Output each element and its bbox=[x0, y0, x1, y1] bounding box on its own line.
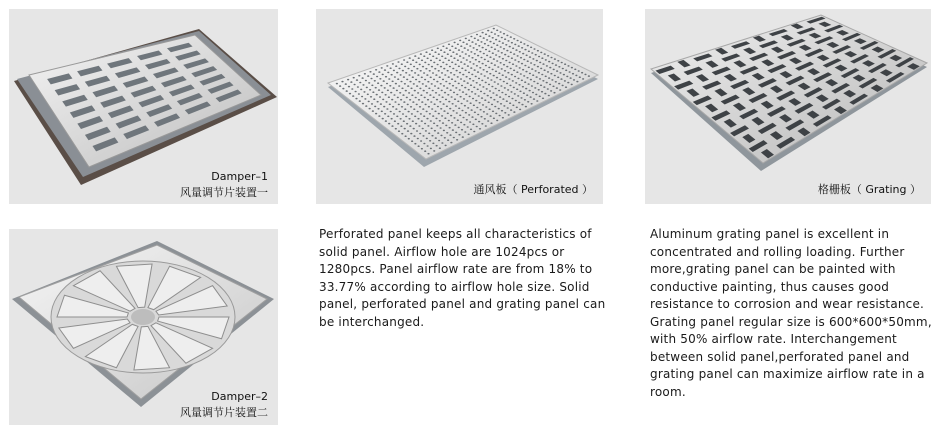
perforated-image bbox=[316, 9, 603, 204]
perforated-description: Perforated panel keeps all characteristics of solid panel. Airflow hole are 1024pcs or 1280pcs. Panel airflow rate are from 18% to 33.77% according to airflow hole size. Solid panel, perforated panel and grating panel can be interchanged. bbox=[319, 227, 606, 329]
damper2-caption bbox=[180, 389, 268, 421]
grating-card bbox=[645, 9, 931, 204]
grating-description: Aluminum grating panel is excellent in concentrated and rolling loading. Further more,grating panel can be painted with conductive painting, thus causes good resistance to corrosion and wear resistance. Grating panel regular size is 600*600*50mm, with 50% airflow rate. Interchangement between solid panel,perforated panel and grating panel can maximize airflow rate in a room. bbox=[650, 227, 932, 399]
damper2-caption-cn: 风量调节片装置二 bbox=[180, 406, 268, 419]
damper1-caption-en: Damper–1 bbox=[211, 170, 268, 183]
perforated-card bbox=[316, 9, 603, 204]
damper1-caption bbox=[180, 169, 268, 201]
damper1-card bbox=[9, 9, 278, 204]
damper1-caption-cn: 风量调节片装置一 bbox=[180, 186, 268, 199]
perforated-caption: 通风板（ Perforated ） bbox=[473, 183, 593, 196]
grating-image bbox=[645, 9, 931, 204]
damper2-card bbox=[9, 229, 278, 425]
grating-caption: 格栅板（ Grating ） bbox=[817, 183, 921, 196]
damper2-caption-en: Damper–2 bbox=[211, 390, 268, 403]
